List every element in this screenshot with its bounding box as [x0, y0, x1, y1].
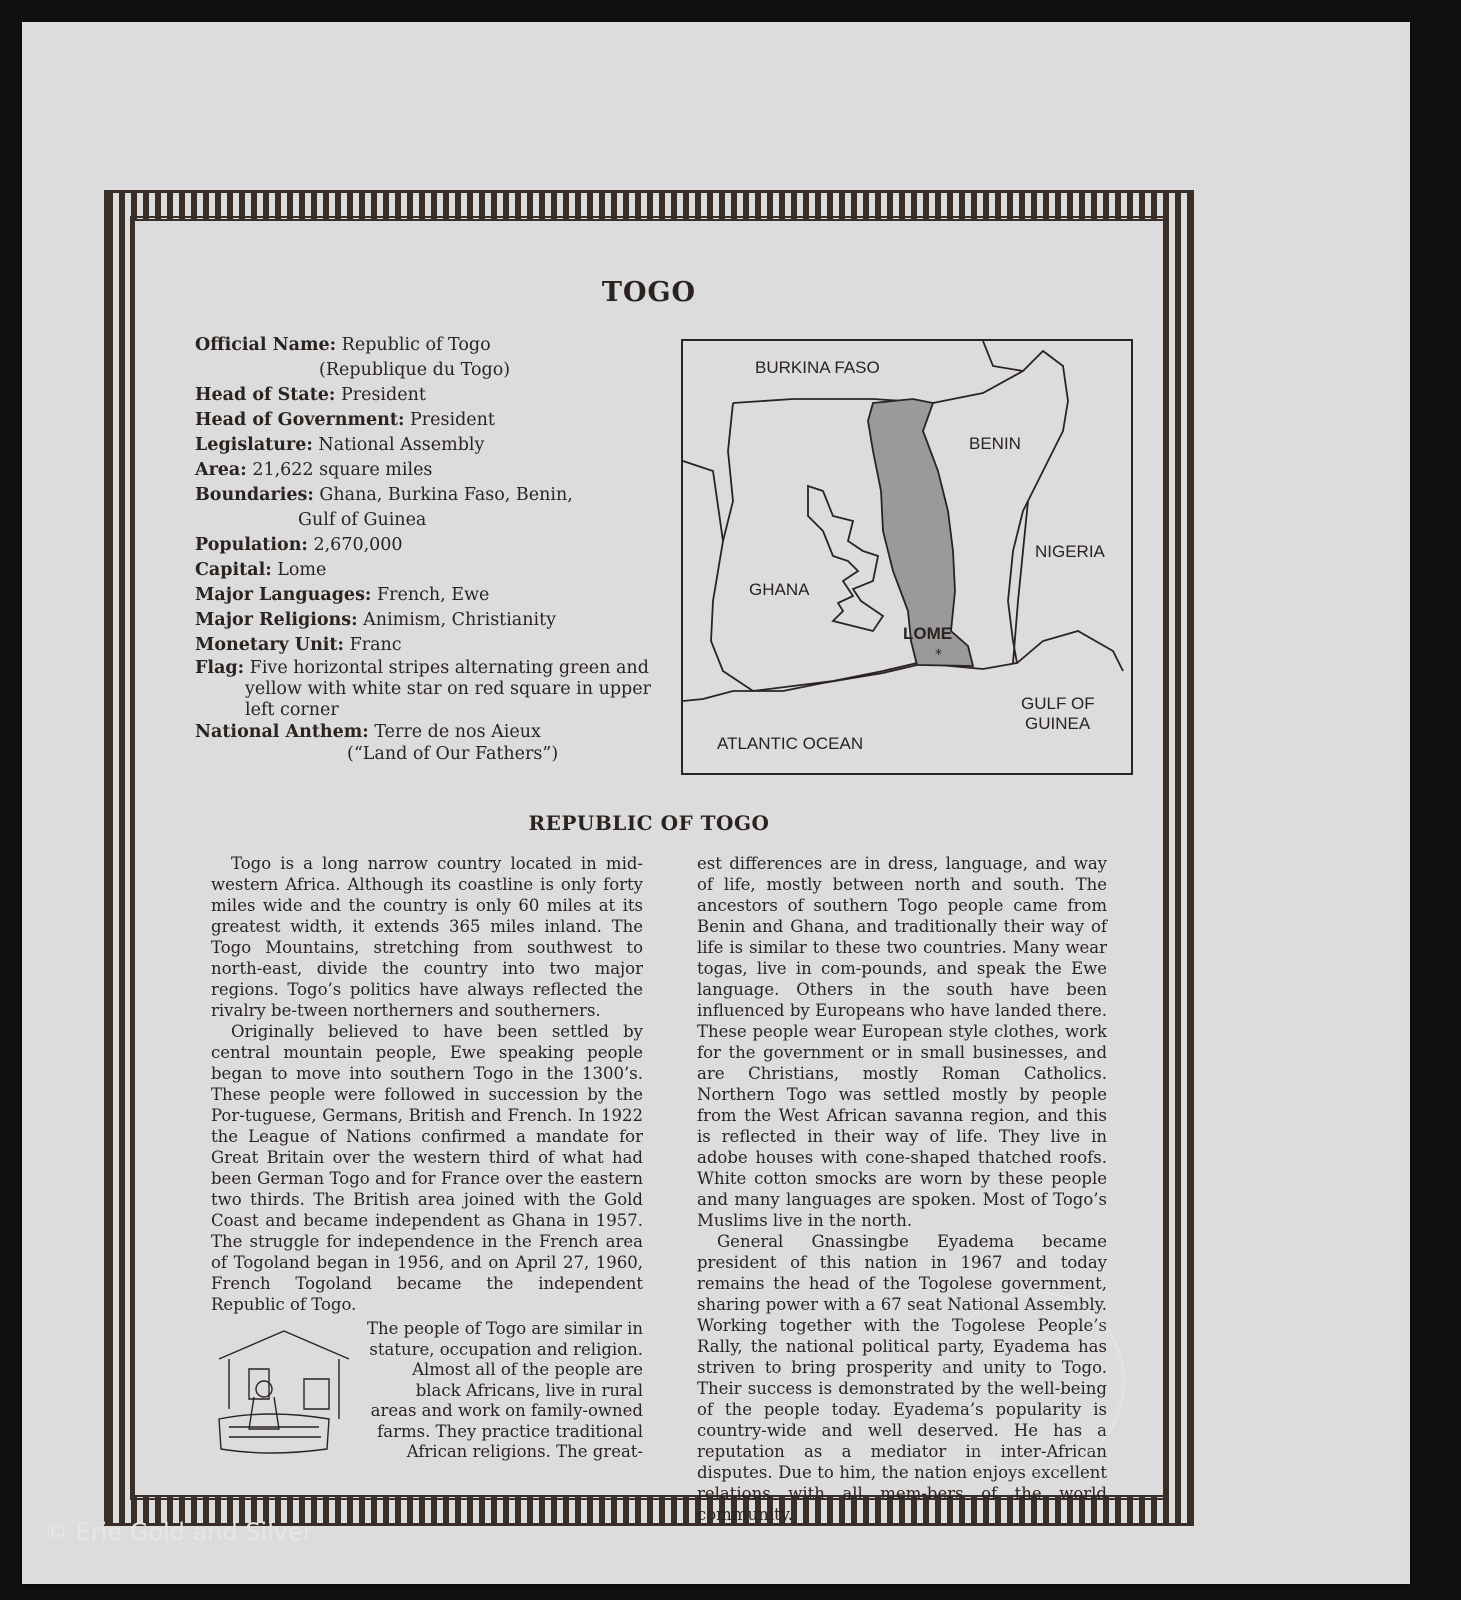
- village-illustration-icon: [209, 1319, 359, 1459]
- lome-star-icon: *: [935, 647, 942, 663]
- togo-map: [681, 339, 1133, 775]
- paragraph: Togo is a long narrow country located in mid-western Africa. Although its coastline is only forty miles wide and the country is only 60 miles at its greatest width, it extends 365 miles inland. The Togo Mountains, stretching from southwest to north-east, divide the country into two major regions. Togo’s politics have always reflected the rivalry be-tween northerners and southerners.: [211, 854, 643, 1020]
- content-area: [133, 219, 1165, 1524]
- fact-official-name: Official Name: Republic of Togo (Republique du Togo): [195, 335, 511, 380]
- map-drawing: [683, 341, 1131, 773]
- label-lome: LOME: [903, 624, 953, 643]
- fact-head-of-government: Head of Government: President: [195, 410, 495, 430]
- fact-religions: Major Religions: Animism, Christianity: [195, 610, 557, 630]
- fact-boundaries: Boundaries: Ghana, Burkina Faso, Benin, Gulf of Guinea: [195, 485, 573, 530]
- embossed-seal: [943, 1291, 1125, 1473]
- decorative-border: [104, 190, 1194, 1526]
- burkina-benin-border: [983, 341, 1023, 371]
- section-title: REPUBLIC OF TOGO: [528, 811, 770, 835]
- label-ocean: ATLANTIC OCEAN: [717, 734, 864, 753]
- label-nigeria: NIGERIA: [1035, 542, 1105, 561]
- document-sheet: [22, 22, 1410, 1584]
- benin-nigeria-border: [1013, 501, 1028, 663]
- fact-population: Population: 2,670,000: [195, 535, 403, 555]
- label-benin: BENIN: [969, 434, 1021, 453]
- fact-languages: Major Languages: French, Ewe: [195, 585, 490, 605]
- left-column: [211, 853, 643, 1315]
- people-paragraph: The people of Togo are similar in stature, occupation and religion. Almost all of the people are black Africans, live in rural areas and work on family-owned farms. They practice traditional African religions. The great-: [367, 1319, 643, 1461]
- facts-list: [195, 333, 665, 765]
- fact-legislature: Legislature: National Assembly: [195, 435, 485, 455]
- paragraph: General Gnassingbe Eyadema became president of this nation in 1967 and today remains the head of the Togolese government, sharing power with a 67 seat National Assembly. Working together with the Togolese People’s Rally, the national political party, Eyadema has striven to bring prosperity and unity to Togo. Their success is demonstrated by the well-being of the people today. Eyadema’s popularity is country-wide and well deserved. He has a reputation as a mediator in inter-African disputes. Due to him, the nation enjoys excellent relations with all mem-bers of the world community.: [697, 1232, 1107, 1524]
- page-title: TOGO: [601, 277, 697, 308]
- fact-area: Area: 21,622 square miles: [195, 460, 433, 480]
- copyright-watermark: © Erie Gold and Silver: [44, 1518, 313, 1546]
- label-gulf-2: GUINEA: [1025, 714, 1091, 733]
- label-burkina: BURKINA FASO: [755, 358, 880, 377]
- label-ghana: GHANA: [749, 580, 810, 599]
- fact-head-of-state: Head of State: President: [195, 385, 426, 405]
- west-border: [683, 461, 723, 541]
- paragraph: Originally believed to have been settled by central mountain people, Ewe speaking people began to move into southern Togo in the 1300’s. These people were followed in succession by the Por-tuguese, Germans, British and French. In 1922 the League of Nations confirmed a mandate for Great Britain over the western third of what had been German Togo and for France over the eastern two thirds. The British area joined with the Gold Coast and became independent as Ghana in 1957. The struggle for independence in the French area of Togoland began in 1956, and on April 27, 1960, French Togoland became the independent Republic of Togo.: [211, 1022, 643, 1314]
- paragraph: est differences are in dress, language, and way of life, mostly between north and south. The ancestors of southern Togo people came from Benin and Ghana, and traditionally their way of life is similar to these two countries. Many wear togas, live in com-pounds, and speak the Ewe language. Others in the south have been influenced by Europeans who have landed there. These people wear European style clothes, work for the government or in small businesses, and are Christians, mostly Roman Catholics. Northern Togo was settled mostly by people from the West African savanna region, and this is reflected in their way of life. They live in adobe houses with cone-shaped thatched roofs. White cotton smocks are worn by these people and many languages are spoken. Most of Togo’s Muslims live in the north.: [697, 854, 1107, 1230]
- lake-volta: [808, 486, 883, 631]
- fact-monetary-unit: Monetary Unit: Franc: [195, 635, 402, 655]
- fact-anthem: National Anthem: Terre de nos Aieux (“Land of Our Fathers”): [195, 722, 559, 764]
- fact-capital: Capital: Lome: [195, 560, 327, 580]
- fact-flag: Flag: Five horizontal stripes alternating green and yellow with white star on red square in upper left corner: [195, 658, 651, 720]
- label-gulf-1: GULF OF: [1021, 694, 1095, 713]
